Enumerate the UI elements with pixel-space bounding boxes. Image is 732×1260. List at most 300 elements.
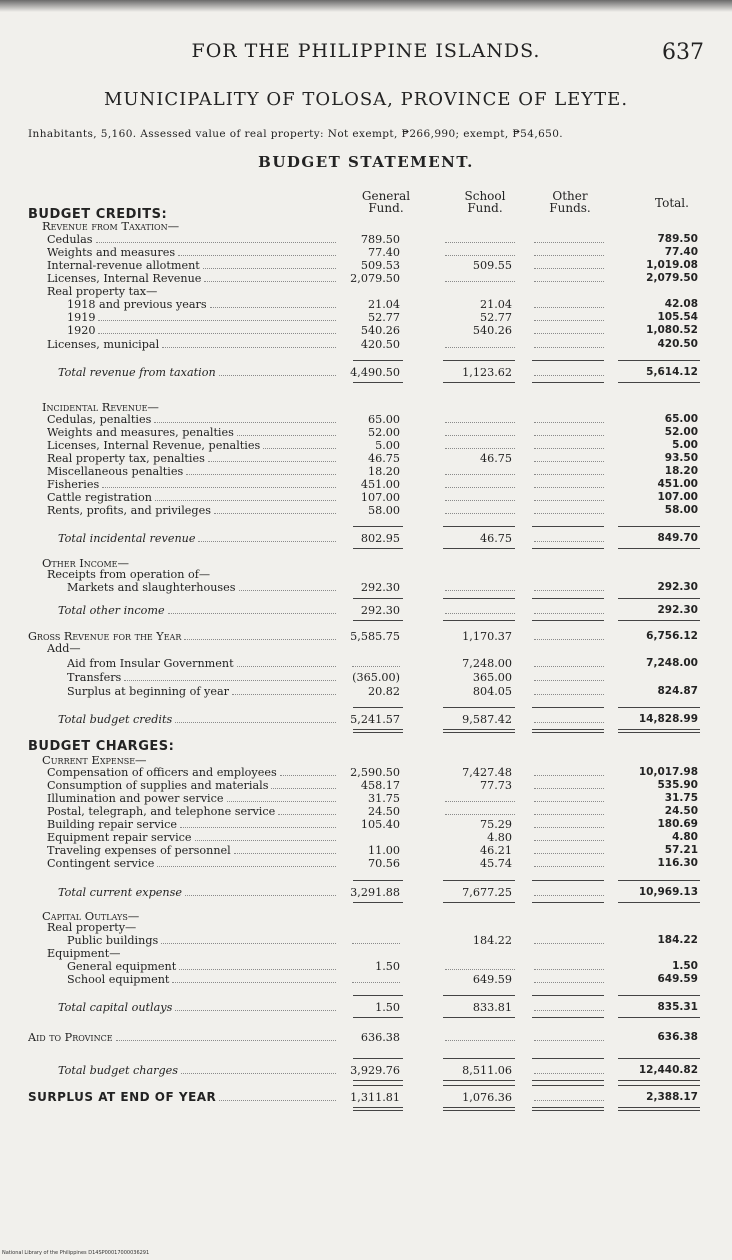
leader-dots [203,268,336,269]
school-fund-value: 46.21 [479,844,512,857]
general-fund-value: 46.75 [367,452,400,465]
general-fund-value: 52.77 [367,311,400,324]
empty-cell-placeholder [534,320,604,321]
leader-dots [98,333,336,334]
total-rule [618,1058,700,1059]
table-row [0,324,732,337]
empty-cell-placeholder [445,242,515,243]
total-rule [532,707,604,708]
empty-cell-placeholder [445,613,515,614]
row-label-text: SURPLUS AT END OF YEAR [28,1091,217,1104]
row-label-text: Total capital outlays [58,1001,173,1014]
empty-cell-placeholder [534,448,604,449]
total-value: 649.59 [657,973,698,985]
table-row [0,491,732,504]
row-label-text: Total incidental revenue [58,532,196,545]
row-label-text: Miscellaneous penalties [47,465,184,478]
table-row [0,657,732,670]
empty-cell-placeholder [534,541,604,542]
school-fund-value: 46.75 [479,452,512,465]
leader-dots [214,513,336,514]
total-value: 835.31 [657,1001,698,1013]
school-fund-value: 184.22 [472,934,512,947]
table-row [0,779,732,792]
table-row [0,685,732,698]
page-title: MUNICIPALITY OF TOLOSA, PROVINCE OF LEYTE. [103,89,629,110]
empty-cell-placeholder [445,474,515,475]
row-label-markets-and-slaughterhouses [67,581,340,594]
leader-dots [175,1010,336,1011]
total-value: 18.20 [664,465,698,477]
total-rule [532,360,604,361]
row-label-text: Fisheries [47,478,100,491]
table-row [0,792,732,805]
total-rule [532,1058,604,1059]
school-fund-value: 52.77 [479,311,512,324]
leader-dots [181,1073,336,1074]
section-revenue-taxation: Revenue from Taxation— [42,219,180,233]
leader-dots [208,461,336,462]
empty-cell-placeholder [445,435,515,436]
row-label-text: Real property tax— [47,285,158,298]
row-label-text: Markets and slaughterhouses [67,581,236,594]
row-label-licenses-municipal [47,338,340,351]
row-label-equipment [47,947,340,960]
leader-dots [179,969,336,970]
row-label-text: Licenses, municipal [47,338,160,351]
row-label-licenses-internal-revenue [47,272,340,285]
row-label-postal-telegraph-and-telephone-service [47,805,340,818]
school-fund-value: 75.29 [479,818,512,831]
row-label-compensation-of-officers-and-employees [47,766,340,779]
general-fund-value: 540.26 [360,324,400,337]
municipality-info: Inhabitants, 5,160. Assessed value of real property: Not exempt, ₱266,990; exempt, ₱54,650. [28,128,564,140]
total-value: 116.30 [657,857,698,869]
total-value: 451.00 [657,478,698,490]
row-label-text: Transfers [67,671,122,684]
empty-cell-placeholder [534,943,604,944]
table-row [0,568,732,581]
table-row [0,581,732,594]
table-row [0,259,732,272]
empty-cell-placeholder [534,694,604,695]
row-label-contingent-service [47,857,340,870]
empty-cell-placeholder [534,307,604,308]
table-row [0,413,732,426]
empty-cell-placeholder [445,281,515,282]
row-label-school-equipment [67,973,340,986]
total-value: 10,969.13 [638,886,698,898]
table-row [0,886,732,899]
leader-dots [219,1100,336,1101]
under-rule [443,1017,515,1018]
total-rule [532,526,604,527]
total-rule [443,880,515,881]
school-fund-value: 540.26 [472,324,512,337]
under-rule [443,1080,515,1081]
total-value: 5,614.12 [646,366,698,378]
table-row [0,1001,732,1014]
under-rule [618,1080,700,1081]
under-rule [532,548,604,549]
scan-edge-shadow [0,0,732,12]
running-head: FOR THE PHILIPPINE ISLANDS. [191,40,541,62]
row-label-consumption-of-supplies-and-materials [47,779,340,792]
column-header-general: General Fund. [361,189,411,215]
section-budget-credits: BUDGET CREDITS: [28,207,168,222]
empty-cell-placeholder [445,347,515,348]
total-rule [353,360,403,361]
school-fund-value: 509.55 [472,259,512,272]
row-label-text: Total budget credits [58,713,173,726]
row-label-text: Surplus at beginning of year [67,685,230,698]
section-other-income: Other Income— [42,556,130,570]
school-fund-value: 7,677.25 [462,886,512,899]
row-label-internal-revenue-allotment [47,259,340,272]
school-fund-value: 833.81 [472,1001,512,1014]
row-label-text: Cedulas [47,233,93,246]
table-row [0,272,732,285]
row-label-surplus-at-end-of-year [28,1091,340,1104]
general-fund-value: 3,291.88 [350,886,400,899]
school-fund-value: 7,248.00 [462,657,512,670]
total-rule [618,707,700,708]
row-label-public-buildings [67,934,340,947]
row-label-equipment-repair-service [47,831,340,844]
under-rule [532,382,604,383]
row-label-aid-from-insular-government [67,657,340,670]
row-label-text: Compensation of officers and employees [47,766,277,779]
empty-cell-placeholder [445,969,515,970]
general-fund-value: 3,929.76 [350,1064,400,1077]
row-label-text: Building repair service [47,818,178,831]
double-underline [443,729,515,733]
table-row [0,366,732,379]
school-fund-value: 4.80 [487,831,512,844]
row-label-total-current-expense [58,886,340,899]
empty-cell-placeholder [534,982,604,983]
section-capital-outlays: Capital Outlays— [42,909,140,923]
table-row [0,439,732,452]
total-rule [353,598,403,599]
table-row [0,426,732,439]
general-fund-value: 292.30 [360,581,400,594]
total-rule [532,880,604,881]
row-label-total-capital-outlays [58,1001,340,1014]
total-value: 1,080.52 [646,324,698,336]
total-rule [353,707,403,708]
total-rule [353,1058,403,1059]
leader-dots [234,853,336,854]
empty-cell-placeholder [534,1073,604,1074]
table-row [0,766,732,779]
general-fund-value: 420.50 [360,338,400,351]
under-rule [353,1080,403,1081]
table-row [0,338,732,351]
general-fund-value: (365.00) [352,671,400,684]
under-rule [532,620,604,621]
row-label-weights-and-measures [47,246,340,259]
empty-cell-placeholder [445,801,515,802]
empty-cell-placeholder [534,840,604,841]
total-value: 24.50 [664,805,698,817]
row-label-total-budget-credits [58,713,340,726]
general-fund-value: 52.00 [367,426,400,439]
under-rule [443,548,515,549]
empty-cell-placeholder [534,474,604,475]
total-value: 180.69 [657,818,698,830]
general-fund-value: 77.40 [367,246,400,259]
empty-cell-placeholder [534,1040,604,1041]
row-label-text: Licenses, Internal Revenue [47,272,202,285]
total-rule [618,1085,700,1086]
table-row [0,934,732,947]
general-fund-value: 458.17 [360,779,400,792]
empty-cell-placeholder [534,969,604,970]
table-row [0,713,732,726]
total-value: 12,440.82 [638,1064,698,1076]
leader-dots [210,307,336,308]
row-label-text: Equipment— [47,947,121,960]
table-row [0,246,732,259]
school-fund-value: 1,076.36 [462,1091,512,1104]
total-rule [443,995,515,996]
row-label-total-budget-charges [58,1064,340,1077]
leader-dots [280,775,336,776]
leader-dots [232,694,336,695]
empty-cell-placeholder [534,487,604,488]
under-rule [618,620,700,621]
leader-dots [185,895,336,896]
table-row [0,671,732,684]
empty-cell-placeholder [534,814,604,815]
school-fund-value: 1,123.62 [462,366,512,379]
total-rule [443,360,515,361]
row-label-real-property-tax [47,285,340,298]
leader-dots [96,242,336,243]
total-value: 292.30 [657,604,698,616]
row-label-aid-to-province [28,1031,340,1044]
table-row [0,532,732,545]
double-underline [443,1107,515,1111]
under-rule [353,620,403,621]
general-fund-value: 451.00 [360,478,400,491]
empty-cell-placeholder [534,333,604,334]
general-fund-value: 107.00 [360,491,400,504]
row-label-total-revenue-from-taxation [58,366,340,379]
row-label-add [47,642,340,655]
row-label-1918-and-previous-years [67,298,340,311]
empty-cell-placeholder [534,801,604,802]
total-rule [443,1085,515,1086]
row-label-transfers [67,671,340,684]
total-value: 107.00 [657,491,698,503]
empty-cell-placeholder [534,1010,604,1011]
row-label-text: Traveling expenses of personnel [47,844,231,857]
leader-dots [116,1040,336,1041]
total-rule [532,995,604,996]
row-label-text: Aid from Insular Government [67,657,234,670]
school-fund-value: 45.74 [479,857,512,870]
leader-dots [186,474,336,475]
leader-dots [195,840,336,841]
double-underline [532,729,604,733]
leader-dots [161,943,336,944]
row-label-text: Weights and measures, penalties [47,426,234,439]
empty-cell-placeholder [352,943,400,944]
under-rule [618,902,700,903]
empty-cell-placeholder [445,500,515,501]
table-row [0,818,732,831]
general-fund-value: 5.00 [375,439,400,452]
empty-cell-placeholder [352,666,400,667]
total-rule [618,526,700,527]
row-label-text: Total revenue from taxation [58,366,216,379]
leader-dots [172,982,336,983]
total-value: 4.80 [672,831,698,843]
double-underline [353,1107,403,1111]
total-rule [353,1085,403,1086]
leader-dots [175,722,336,723]
under-rule [353,382,403,383]
table-row [0,604,732,617]
empty-cell-placeholder [534,500,604,501]
leader-dots [278,814,336,815]
total-rule [443,1058,515,1059]
row-label-text: Cattle registration [47,491,152,504]
empty-cell-placeholder [445,1040,515,1041]
empty-cell-placeholder [534,613,604,614]
row-label-1920 [67,324,340,337]
general-fund-value: 21.04 [367,298,400,311]
table-row [0,285,732,298]
row-label-traveling-expenses-of-personnel [47,844,340,857]
leader-dots [178,255,336,256]
row-label-text: Gross Revenue for the Year [28,630,182,643]
leader-dots [162,347,336,348]
column-header-school: School Fund. [464,189,506,215]
row-label-real-property-tax-penalties [47,452,340,465]
row-label-text: 1919 [67,311,96,324]
row-label-text: General equipment [67,960,177,973]
general-fund-value: 2,079.50 [350,272,400,285]
scan-footer: National Library of the Philippines D14SP00017000036291 [2,1250,150,1256]
table-row [0,1031,732,1044]
table-row [0,947,732,960]
row-label-text: 1918 and previous years [67,298,207,311]
table-row [0,844,732,857]
school-fund-value: 7,427.48 [462,766,512,779]
total-rule [618,598,700,599]
empty-cell-placeholder [534,268,604,269]
empty-cell-placeholder [534,1100,604,1101]
table-row [0,298,732,311]
row-label-text: Total budget charges [58,1064,179,1077]
total-value: 42.08 [664,298,698,310]
total-rule [618,880,700,881]
leader-dots [154,422,336,423]
general-fund-value: 2,590.50 [350,766,400,779]
total-rule [353,526,403,527]
total-value: 65.00 [664,413,698,425]
under-rule [618,382,700,383]
total-value: 292.30 [657,581,698,593]
general-fund-value: 636.38 [360,1031,400,1044]
general-fund-value: 1.50 [375,1001,400,1014]
school-fund-value: 1,170.37 [462,630,512,643]
general-fund-value: 5,241.57 [350,713,400,726]
row-label-miscellaneous-penalties [47,465,340,478]
section-budget-charges: BUDGET CHARGES: [28,739,175,754]
total-value: 824.87 [657,685,698,697]
double-underline [618,729,700,733]
total-value: 10,017.98 [638,766,698,778]
leader-dots [219,375,336,376]
total-rule [618,995,700,996]
empty-cell-placeholder [534,853,604,854]
leader-dots [237,666,336,667]
total-rule [532,1085,604,1086]
empty-cell-placeholder [534,775,604,776]
row-label-text: 1920 [67,324,96,337]
total-value: 93.50 [664,452,698,464]
row-label-rents-profits-and-privileges [47,504,340,517]
double-underline [353,729,403,733]
row-label-1919 [67,311,340,324]
general-fund-value: 65.00 [367,413,400,426]
leader-dots [124,680,336,681]
general-fund-value: 789.50 [360,233,400,246]
total-value: 31.75 [664,792,698,804]
school-fund-value: 21.04 [479,298,512,311]
row-label-text: Real property— [47,921,137,934]
row-label-licenses-internal-revenue-penalties [47,439,340,452]
table-row [0,452,732,465]
empty-cell-placeholder [445,448,515,449]
row-label-text: Receipts from operation of— [47,568,211,581]
row-label-text: School equipment [67,973,170,986]
row-label-text: Aid to Province [28,1031,113,1044]
general-fund-value: 1.50 [375,960,400,973]
row-label-text: Cedulas, penalties [47,413,152,426]
statement-title: BUDGET STATEMENT. [258,153,474,171]
empty-cell-placeholder [534,281,604,282]
empty-cell-placeholder [352,982,400,983]
total-value: 1,019.08 [646,259,698,271]
total-value: 5.00 [672,439,698,451]
row-label-text: Equipment repair service [47,831,192,844]
under-rule [353,902,403,903]
leader-dots [227,801,337,802]
table-row [0,642,732,655]
under-rule [532,1017,604,1018]
leader-dots [168,613,336,614]
empty-cell-placeholder [534,347,604,348]
row-label-fisheries [47,478,340,491]
total-rule [353,880,403,881]
school-fund-value: 365.00 [472,671,512,684]
under-rule [532,902,604,903]
empty-cell-placeholder [445,255,515,256]
leader-dots [263,448,336,449]
table-row [0,973,732,986]
empty-cell-placeholder [534,242,604,243]
general-fund-value: 31.75 [367,792,400,805]
table-row [0,311,732,324]
empty-cell-placeholder [534,722,604,723]
total-rule [353,995,403,996]
row-label-text: Contingent service [47,857,155,870]
